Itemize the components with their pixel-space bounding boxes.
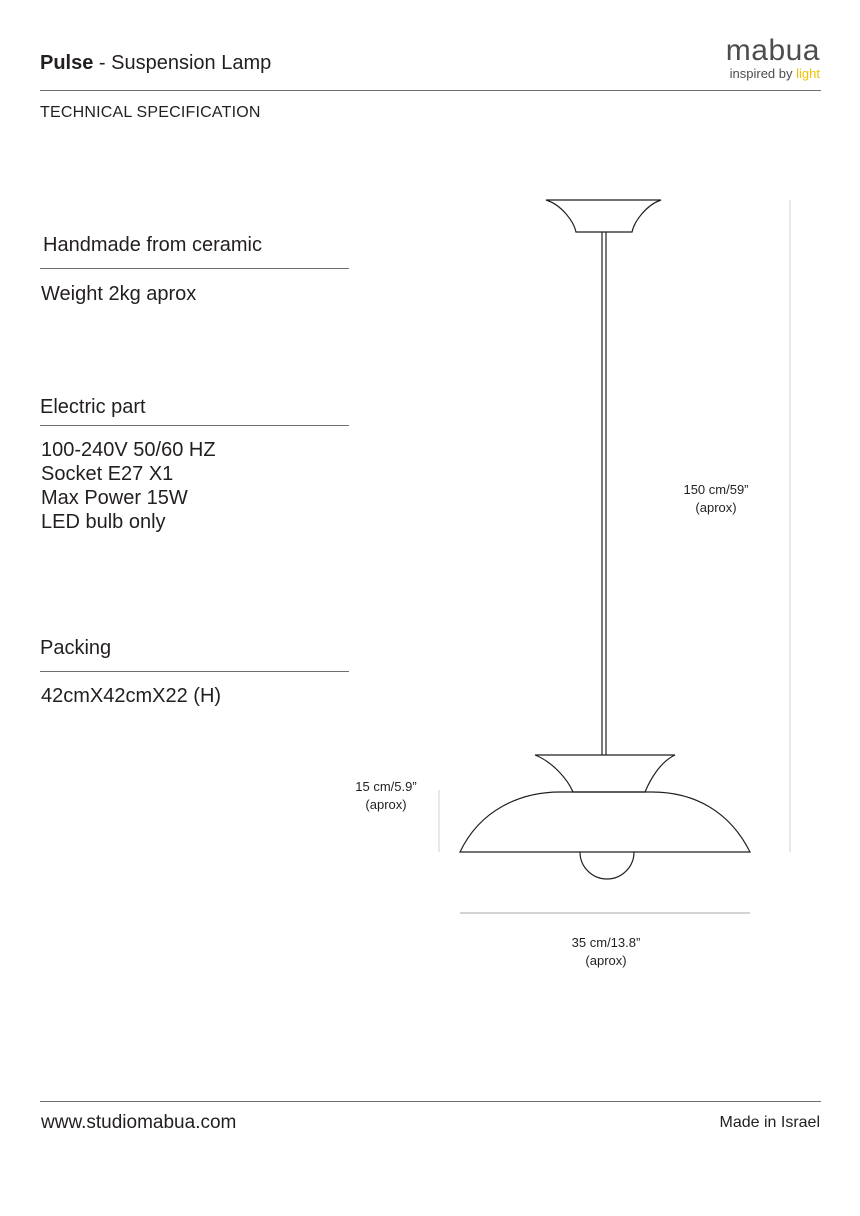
title-separator: -	[98, 52, 106, 74]
material-heading: Handmade from ceramic	[43, 234, 262, 256]
logo-wordmark: mabua	[725, 34, 820, 67]
origin-label: Made in Israel	[719, 1114, 820, 1131]
power-line: Max Power 15W	[41, 487, 188, 509]
voltage-line: 100-240V 50/60 HZ	[41, 439, 216, 461]
height-dimension-label	[668, 481, 764, 517]
packing-heading: Packing	[40, 637, 112, 659]
width-dimension-label	[556, 934, 656, 970]
packing-size-line: 42cmX42cmX22 (H)	[41, 685, 222, 707]
product-name: Pulse	[40, 52, 94, 74]
product-type: Suspension Lamp	[111, 52, 272, 74]
bulb-line: LED bulb only	[41, 511, 166, 533]
bulb	[580, 852, 634, 879]
shade-dome	[460, 792, 750, 852]
website-link[interactable]: www.studiomabua.com	[41, 1112, 237, 1133]
shade-collar	[535, 755, 675, 792]
logo-tagline-main: inspired by	[729, 66, 793, 81]
shade-height-dimension-value: 15 cm/5.9”	[355, 779, 417, 794]
shade-height-dimension-label	[338, 778, 434, 814]
shade-height-dimension-note: (aprox)	[365, 797, 407, 812]
electric-heading: Electric part	[40, 396, 146, 418]
height-dimension-note: (aprox)	[695, 500, 737, 515]
width-dimension-note: (aprox)	[585, 953, 627, 968]
ceiling-canopy	[546, 200, 661, 232]
logo-tagline-accent: light	[796, 66, 820, 81]
socket-line: Socket E27 X1	[41, 463, 174, 485]
footer-divider	[40, 1101, 821, 1102]
document-subtitle: TECHNICAL SPECIFICATION	[40, 104, 261, 121]
height-dimension-value: 150 cm/59”	[683, 482, 749, 497]
width-dimension-value: 35 cm/13.8”	[571, 935, 641, 950]
weight-line: Weight 2kg aprox	[41, 283, 197, 305]
